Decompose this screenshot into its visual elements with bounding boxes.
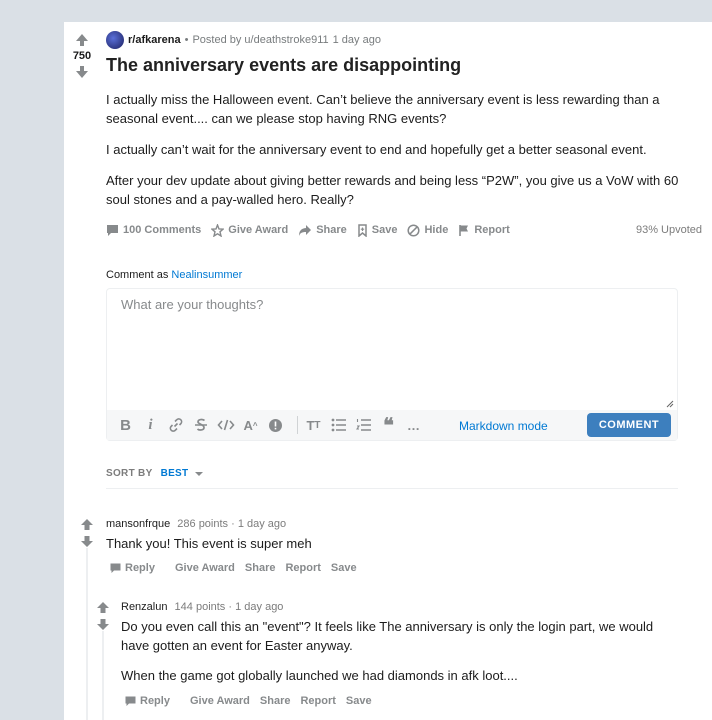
subreddit-link[interactable]: r/afkarena	[128, 34, 181, 46]
post-vote-column	[64, 31, 100, 81]
section-divider	[106, 488, 678, 489]
post-title[interactable]: The anniversary events are disappointing	[106, 55, 462, 75]
comment-author[interactable]: mansonfrque	[106, 518, 171, 530]
more-options-icon[interactable]: …	[407, 417, 420, 433]
award-icon	[211, 224, 224, 237]
post-time: 1 day ago	[332, 34, 381, 46]
chevron-down-icon[interactable]	[194, 471, 204, 477]
comment-paragraph: Thank you! This event is super meh	[106, 536, 312, 551]
report-label: Report	[474, 224, 510, 236]
share-label: Share	[316, 224, 347, 236]
thread-line[interactable]	[86, 548, 88, 720]
sort-control[interactable]	[106, 468, 204, 479]
comment-icon	[110, 563, 121, 574]
flag-icon	[458, 224, 470, 237]
markdown-mode-button[interactable]: Markdown mode	[459, 419, 548, 433]
comment-points: 286 points	[177, 518, 229, 530]
report-button[interactable]	[458, 224, 509, 237]
comment-paragraph: When the game got globally launched we had diamonds in afk loot....	[121, 668, 518, 683]
comment-vote-column	[96, 601, 110, 635]
upvote-percentage: 93% Upvoted	[635, 224, 702, 236]
reply-button[interactable]	[125, 695, 180, 707]
comment-submit-button[interactable]: COMMENT	[587, 413, 671, 437]
comment-time: 1 day ago	[237, 518, 287, 530]
bookmark-icon	[357, 224, 368, 237]
downvote-arrow-icon[interactable]	[73, 63, 91, 81]
link-icon[interactable]	[166, 416, 185, 435]
toolbar-divider	[297, 416, 298, 434]
reply-label: Reply	[140, 695, 170, 707]
comment-vote-column	[80, 518, 94, 552]
comment-icon	[125, 696, 136, 707]
report-button[interactable]: Report	[300, 695, 336, 707]
share-button[interactable]	[298, 224, 347, 237]
report-button[interactable]: Report	[285, 562, 321, 574]
superscript-icon[interactable]: A ^	[243, 417, 258, 433]
sort-label: SORT BY	[106, 468, 153, 479]
give-award-button[interactable]: Give Award	[189, 695, 250, 707]
comment-actions	[125, 695, 382, 707]
comment-meta	[106, 518, 286, 530]
heading-icon[interactable]: T T	[306, 417, 321, 433]
share-icon	[298, 224, 312, 237]
spoiler-icon[interactable]	[266, 416, 285, 435]
give-award-button[interactable]	[211, 224, 288, 237]
page-background-left	[0, 0, 64, 720]
comments-button[interactable]	[106, 224, 201, 237]
give-award-label: Give Award	[228, 224, 289, 236]
downvote-arrow-icon[interactable]	[96, 618, 110, 631]
hide-button[interactable]	[407, 224, 448, 237]
save-button[interactable]	[357, 224, 398, 237]
italic-icon[interactable]: i	[148, 416, 153, 433]
numbered-list-icon[interactable]	[354, 416, 373, 435]
post-paragraph: After your dev update about giving better rewards and being less “P2W”, you give us a VoW with 60 soul stones and a pay-walled hero. Really?	[106, 173, 679, 207]
comment-meta	[121, 601, 283, 613]
username-link[interactable]: Nealinsummer	[171, 269, 243, 281]
downvote-arrow-icon[interactable]	[80, 535, 94, 548]
comment-time: 1 day ago	[235, 601, 284, 613]
comment-body	[106, 534, 686, 553]
hide-label: Hide	[424, 224, 449, 236]
post-score: 750	[72, 50, 92, 62]
comment-paragraph: Do you even call this an "event"? It feels like The anniversary is only the login part, we would have gotten an event for Easter anyway.	[121, 619, 654, 653]
inline-code-icon[interactable]	[216, 416, 235, 435]
comment-points: 144 points	[174, 601, 226, 613]
comment-as-prefix: Comment as	[106, 269, 169, 281]
comment-author[interactable]: Renzalun	[121, 601, 168, 613]
posted-by[interactable]: Posted by u/deathstroke911	[192, 34, 329, 46]
save-label: Save	[371, 224, 398, 236]
bulleted-list-icon[interactable]	[329, 416, 348, 435]
reply-label: Reply	[125, 562, 155, 574]
comment-textarea[interactable]	[107, 289, 677, 410]
subreddit-avatar-icon[interactable]	[106, 31, 124, 49]
post-card	[64, 22, 712, 720]
comments-label: 100 Comments	[123, 224, 202, 236]
hide-icon	[407, 224, 420, 237]
upvote-arrow-icon[interactable]	[73, 31, 91, 49]
meta-separator: ·	[231, 518, 238, 530]
comment-as-line	[106, 269, 242, 281]
post-meta	[106, 31, 381, 49]
comment-body	[121, 617, 671, 685]
resize-handle-icon[interactable]	[666, 400, 674, 408]
upvote-arrow-icon[interactable]	[96, 601, 110, 614]
comment-editor	[106, 288, 678, 441]
thread-line[interactable]	[102, 631, 104, 720]
share-button[interactable]: Share	[244, 562, 276, 574]
meta-separator: •	[184, 34, 189, 46]
post-body	[106, 90, 698, 221]
post-actions	[106, 221, 702, 239]
bold-icon[interactable]: B	[120, 416, 131, 434]
upvote-arrow-icon[interactable]	[80, 518, 94, 531]
save-button[interactable]: Save	[345, 695, 372, 707]
give-award-button[interactable]: Give Award	[174, 562, 235, 574]
comment-icon	[106, 224, 119, 237]
quote-icon[interactable]: ❝	[383, 414, 394, 437]
page-background-top	[64, 0, 712, 22]
sort-value[interactable]: BEST	[160, 468, 189, 479]
comment-actions	[110, 562, 367, 574]
save-button[interactable]: Save	[330, 562, 357, 574]
meta-separator: ·	[228, 601, 236, 613]
post-paragraph: I actually can’t wait for the anniversary event to end and hopefully get a better seasonal event.	[106, 142, 647, 157]
share-button[interactable]: Share	[259, 695, 291, 707]
strikethrough-icon[interactable]	[191, 416, 210, 435]
reply-button[interactable]	[110, 562, 165, 574]
post-paragraph: I actually miss the Halloween event. Can’t believe the anniversary event is less rewarding than a seasonal event.... can we please stop having RNG events?	[106, 92, 660, 126]
formatting-toolbar	[107, 410, 677, 440]
